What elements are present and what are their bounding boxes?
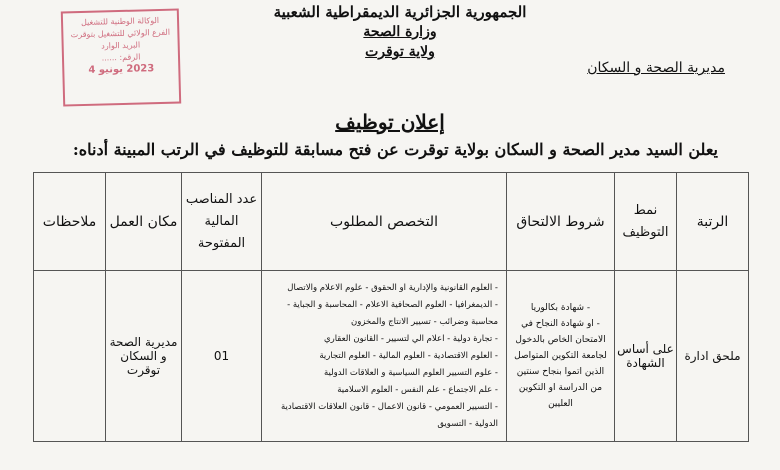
specialty-item: - الديمغرافيا - العلوم الصحافية الاعلام - المحاسبة و الجباية - محاسبة وضرائب - تسيير الانتاج والمخزون (270, 297, 498, 331)
specialty-item: - علم الاجتماع - علم النفس - العلوم الاسلامية (270, 382, 498, 399)
specialty-item: - العلوم الاقتصادية - العلوم المالية - العلوم التجارية (270, 348, 498, 365)
recruitment-table (33, 172, 749, 442)
specialty-item: - التسيير العمومي - قانون الاعمال - قانون العلاقات الاقتصادية الدولية - التسويق (270, 399, 498, 433)
page-title: إعلان توظيف (335, 110, 445, 134)
stamp-line-4: الرقم: ...... (101, 52, 141, 63)
header-notes: ملاحظات (34, 173, 106, 271)
cell-workplace: مديرية الصحة و السكان توقرت (106, 271, 182, 442)
table-row (34, 271, 749, 442)
header-recruit-mode: نمط التوظيف (615, 173, 677, 271)
stamp-line-1: الوكالة الوطنية للتشغيل (80, 15, 160, 28)
intro-text: يعلن السيد مدير الصحة و السكان بولاية توقرت عن فتح مسابقة للتوظيف في الرتب المبينة أدناه: (72, 140, 718, 159)
condition-item: - شهادة بكالوريا (511, 300, 610, 316)
header-line-republic: الجمهورية الجزائرية الديمقراطية الشعبية (273, 3, 527, 21)
cell-specialty (262, 271, 507, 442)
specialty-item: - تجارة دولية - اعلام الي لتسيير - القانون العقاري (270, 331, 498, 348)
header-conditions: شروط الالتحاق (507, 173, 615, 271)
specialty-item: - العلوم القانونية والإدارية او الحقوق - علوم الاعلام والاتصال (270, 280, 498, 297)
header-line-ministry: وزارة الصحة (363, 24, 437, 40)
directorate-label: مديرية الصحة و السكان (587, 60, 725, 76)
table-header-row (34, 173, 749, 271)
specialty-list (270, 280, 498, 433)
stamp-line-3: البريد الوارد (101, 40, 141, 51)
cell-rank: ملحق ادارة (677, 271, 749, 442)
header-workplace: مكان العمل (106, 173, 182, 271)
header-line-wilaya: ولاية توقرت (365, 44, 435, 60)
stamp-line-2: الفرع الولائي للتشغيل بتوقرت (70, 27, 171, 40)
cell-conditions (507, 271, 615, 442)
condition-item: - او شهادة النجاح في الامتحان الخاص بالدخول لجامعة التكوين المتواصل الذين اتموا بنجاح سنتين من الدراسة او التكوين العليين (511, 316, 610, 412)
cell-recruit-mode: على أساس الشهادة (615, 271, 677, 442)
header-specialty: التخصص المطلوب (262, 173, 507, 271)
received-stamp (61, 8, 181, 106)
specialty-item: - علوم التسيير العلوم السياسية و العلاقات الدولية (270, 365, 498, 382)
stamp-date: 2023 يونيو 4 (88, 63, 155, 76)
cell-notes (34, 271, 106, 442)
header-positions: عدد المناصب المالية المفتوحة (182, 173, 262, 271)
conditions-list (511, 300, 610, 412)
header-rank: الرتبة (677, 173, 749, 271)
cell-positions: 01 (182, 271, 262, 442)
